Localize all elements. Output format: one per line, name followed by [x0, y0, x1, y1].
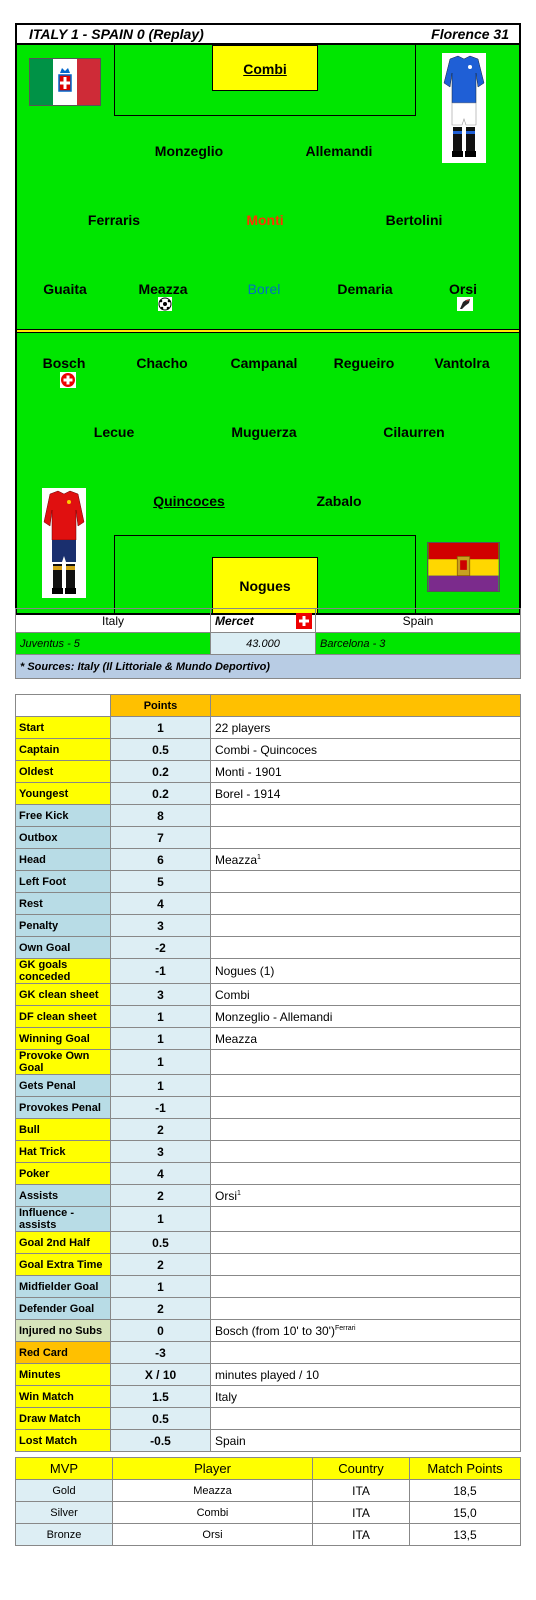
rule-detail	[211, 1430, 521, 1452]
rule-name: Win Match	[16, 1386, 111, 1408]
rule-name: Midfielder Goal	[16, 1276, 111, 1298]
attendance: 43.000	[211, 633, 316, 655]
rule-name: Provoke Own Goal	[16, 1050, 111, 1075]
points-row	[16, 827, 521, 849]
points-row	[16, 1298, 521, 1320]
mvp-cell: ITA	[313, 1480, 410, 1502]
mvp-header: Match Points	[410, 1458, 521, 1480]
mvp-cell: 15,0	[410, 1502, 521, 1524]
rule-points: 1	[111, 717, 211, 739]
player-italy-mf2: Monti	[246, 212, 284, 228]
rule-detail	[211, 849, 521, 871]
spain-goalkeeper: Nogues	[212, 557, 318, 614]
rule-points: 0.5	[111, 1232, 211, 1254]
rule-name: Head	[16, 849, 111, 871]
halfway-line	[17, 329, 519, 333]
player-spain-fw1: Bosch	[42, 355, 86, 371]
rule-detail	[211, 959, 521, 984]
rule-name: DF clean sheet	[16, 1006, 111, 1028]
rule-name: Minutes	[16, 1364, 111, 1386]
points-row	[16, 915, 521, 937]
rule-points: 3	[111, 1141, 211, 1163]
points-row	[16, 1097, 521, 1119]
rule-name: Injured no Subs	[16, 1320, 111, 1342]
rule-points: 1	[111, 1050, 211, 1075]
mvp-cell: Combi	[113, 1502, 313, 1524]
rule-points: 5	[111, 871, 211, 893]
rule-detail	[211, 1298, 521, 1320]
rule-points: 1	[111, 1028, 211, 1050]
player-spain-fw3: Campanal	[230, 355, 298, 371]
player-italy-fw3: Borel	[247, 281, 281, 297]
match-title: ITALY 1 - SPAIN 0 (Replay)	[29, 26, 204, 42]
sources: * Sources: Italy (Il Littoriale & Mundo Deportivo)	[16, 655, 521, 679]
mvp-header: Country	[313, 1458, 410, 1480]
mvp-cell: Bronze	[16, 1524, 113, 1546]
rule-name: Assists	[16, 1185, 111, 1207]
player-spain-df2: Zabalo	[316, 493, 362, 509]
points-row	[16, 1006, 521, 1028]
rule-name: Defender Goal	[16, 1298, 111, 1320]
mvp-header-row	[16, 1458, 521, 1480]
mvp-cell: 13,5	[410, 1524, 521, 1546]
rule-name: Bull	[16, 1119, 111, 1141]
rule-points: 1	[111, 1006, 211, 1028]
rule-name: Provokes Penal	[16, 1097, 111, 1119]
spain-kit-icon	[42, 488, 86, 598]
player-italy-mf1: Ferraris	[87, 212, 141, 228]
rule-points: -1	[111, 1097, 211, 1119]
mvp-header: Player	[113, 1458, 313, 1480]
points-row	[16, 1320, 521, 1342]
rule-name: Red Card	[16, 1342, 111, 1364]
player-spain-mf3: Cilaurren	[383, 424, 445, 440]
rule-detail	[211, 761, 521, 783]
rule-points: 3	[111, 915, 211, 937]
rule-points: -1	[111, 959, 211, 984]
rule-detail-text: Monti - 1901	[215, 764, 282, 779]
team-home: Italy	[16, 609, 211, 633]
rule-points: 0.5	[111, 1408, 211, 1430]
spain-flag-icon	[427, 542, 500, 592]
rule-name: Winning Goal	[16, 1028, 111, 1050]
ball-icon	[158, 297, 172, 311]
rule-points: 1	[111, 1075, 211, 1097]
rule-detail-text: Borel - 1914	[215, 786, 281, 801]
points-row	[16, 1207, 521, 1232]
match-header	[15, 23, 521, 45]
rule-detail	[211, 871, 521, 893]
rule-detail	[211, 1320, 521, 1342]
points-row	[16, 1430, 521, 1452]
points-row	[16, 1342, 521, 1364]
rule-detail-text: Nogues (1)	[215, 964, 275, 978]
rule-points: -2	[111, 937, 211, 959]
rule-points: 0.2	[111, 783, 211, 805]
rule-detail	[211, 1232, 521, 1254]
rule-points: 2	[111, 1119, 211, 1141]
player-italy-df2: Allemandi	[305, 143, 373, 159]
rule-detail	[211, 1207, 521, 1232]
rule-name: GK clean sheet	[16, 984, 111, 1006]
rule-name: Penalty	[16, 915, 111, 937]
italy-goalkeeper: Combi	[212, 45, 318, 91]
rule-name: Hat Trick	[16, 1141, 111, 1163]
points-row	[16, 1254, 521, 1276]
pitch	[15, 45, 521, 615]
points-row	[16, 1364, 521, 1386]
rule-detail	[211, 1408, 521, 1430]
rule-points: 6	[111, 849, 211, 871]
rule-detail	[211, 1006, 521, 1028]
player-spain-fw4: Regueiro	[333, 355, 395, 371]
match-info-table	[15, 608, 521, 679]
rule-points: X / 10	[111, 1364, 211, 1386]
points-header: Points	[111, 695, 211, 717]
italy-kit-icon	[442, 53, 486, 163]
rule-name: Poker	[16, 1163, 111, 1185]
points-row	[16, 1232, 521, 1254]
points-row	[16, 805, 521, 827]
switzerland-flag-icon	[296, 613, 312, 629]
rule-name: Left Foot	[16, 871, 111, 893]
mvp-cell: ITA	[313, 1502, 410, 1524]
points-row	[16, 959, 521, 984]
rule-detail	[211, 783, 521, 805]
points-row	[16, 1075, 521, 1097]
rule-points: 8	[111, 805, 211, 827]
mvp-cell: Meazza	[113, 1480, 313, 1502]
mvp-cell: Orsi	[113, 1524, 313, 1546]
rule-detail	[211, 805, 521, 827]
points-row	[16, 1141, 521, 1163]
points-row	[16, 717, 521, 739]
rule-detail	[211, 1163, 521, 1185]
player-italy-df1: Monzeglio	[154, 143, 224, 159]
rule-detail	[211, 1276, 521, 1298]
rule-name: Outbox	[16, 827, 111, 849]
mvp-header: MVP	[16, 1458, 113, 1480]
rule-detail	[211, 1097, 521, 1119]
rule-name: Captain	[16, 739, 111, 761]
rule-name: Lost Match	[16, 1430, 111, 1452]
points-row	[16, 1408, 521, 1430]
rule-points: 2	[111, 1298, 211, 1320]
rule-detail-text: 22 players	[215, 720, 271, 735]
rule-points: 0	[111, 1320, 211, 1342]
points-row	[16, 937, 521, 959]
mvp-cell: ITA	[313, 1524, 410, 1546]
boot-icon	[457, 297, 473, 311]
mvp-cell: Gold	[16, 1480, 113, 1502]
footnote-marker: 1	[257, 853, 261, 861]
points-row	[16, 1276, 521, 1298]
italy-flag-icon	[29, 58, 101, 106]
rule-name: Own Goal	[16, 937, 111, 959]
mvp-table	[15, 1457, 521, 1546]
rule-name: Start	[16, 717, 111, 739]
player-spain-mf1: Lecue	[93, 424, 135, 440]
rule-detail-text: Italy	[215, 1389, 238, 1404]
rule-points: 2	[111, 1185, 211, 1207]
player-italy-fw1: Guaita	[43, 281, 87, 297]
points-row	[16, 871, 521, 893]
player-spain-mf2: Muguerza	[231, 424, 297, 440]
rule-name: Oldest	[16, 761, 111, 783]
rule-detail	[211, 1028, 521, 1050]
rule-points: 1.5	[111, 1386, 211, 1408]
rule-points: -0.5	[111, 1430, 211, 1452]
rule-name: Influence - assists	[16, 1207, 111, 1232]
rule-detail	[211, 739, 521, 761]
player-italy-fw2: Meazza	[138, 281, 188, 297]
rule-detail-text: minutes played / 10	[215, 1367, 320, 1382]
rule-detail-text: Orsi	[215, 1188, 237, 1203]
rule-name: GK goals conceded	[16, 959, 111, 984]
rule-detail	[211, 1185, 521, 1207]
rule-detail	[211, 1141, 521, 1163]
mvp-row	[16, 1480, 521, 1502]
rule-detail-text: Spain	[215, 1433, 246, 1448]
player-spain-fw2: Chacho	[136, 355, 188, 371]
away-club-count: Barcelona - 3	[316, 633, 521, 655]
points-row	[16, 984, 521, 1006]
points-row	[16, 761, 521, 783]
rule-detail-text: Meazza	[215, 1031, 258, 1046]
points-table	[15, 694, 521, 1452]
rule-name: Rest	[16, 893, 111, 915]
mvp-cell: 18,5	[410, 1480, 521, 1502]
rule-points: 3	[111, 984, 211, 1006]
mvp-row	[16, 1502, 521, 1524]
rule-name: Goal 2nd Half	[16, 1232, 111, 1254]
rule-points: 4	[111, 1163, 211, 1185]
team-away: Spain	[316, 609, 521, 633]
rule-detail	[211, 1342, 521, 1364]
referee-cell	[211, 609, 316, 633]
rule-detail-text: Monzeglio - Allemandi	[215, 1009, 333, 1024]
rule-detail	[211, 827, 521, 849]
match-venue: Florence 31	[431, 26, 509, 42]
rule-detail-text: Meazza	[215, 852, 258, 867]
rule-name: Draw Match	[16, 1408, 111, 1430]
rule-points: 0.2	[111, 761, 211, 783]
rule-points: 4	[111, 893, 211, 915]
rule-points: 1	[111, 1207, 211, 1232]
rule-detail	[211, 1050, 521, 1075]
points-row	[16, 1185, 521, 1207]
rule-points: 0.5	[111, 739, 211, 761]
player-italy-mf3: Bertolini	[385, 212, 443, 228]
rule-points: 7	[111, 827, 211, 849]
points-row	[16, 783, 521, 805]
player-spain-fw5: Vantolra	[434, 355, 490, 371]
mvp-row	[16, 1524, 521, 1546]
rule-detail	[211, 1254, 521, 1276]
points-row	[16, 1386, 521, 1408]
footnote-marker: Ferrari	[334, 1324, 356, 1332]
points-row	[16, 739, 521, 761]
mvp-cell: Silver	[16, 1502, 113, 1524]
rule-detail	[211, 937, 521, 959]
rule-detail	[211, 915, 521, 937]
rule-detail-text: Bosch (from 10' to 30')	[215, 1323, 335, 1338]
player-spain-df1: Quincoces	[153, 493, 225, 509]
rule-detail-text: Combi - Quincoces	[215, 742, 318, 757]
rule-points: 1	[111, 1276, 211, 1298]
rule-name: Gets Penal	[16, 1075, 111, 1097]
rule-detail	[211, 1386, 521, 1408]
rule-points: -3	[111, 1342, 211, 1364]
footnote-marker: 1	[237, 1189, 241, 1197]
rule-name: Free Kick	[16, 805, 111, 827]
referee: Mercet	[215, 613, 254, 628]
player-italy-fw4: Demaria	[337, 281, 393, 297]
rule-detail	[211, 1364, 521, 1386]
points-row	[16, 1119, 521, 1141]
rule-detail	[211, 984, 521, 1006]
rule-detail	[211, 1075, 521, 1097]
points-row	[16, 1050, 521, 1075]
rule-detail	[211, 717, 521, 739]
rule-detail	[211, 893, 521, 915]
rule-points: 2	[111, 1254, 211, 1276]
points-row	[16, 849, 521, 871]
home-club-count: Juventus - 5	[16, 633, 211, 655]
rule-name: Goal Extra Time	[16, 1254, 111, 1276]
points-row	[16, 893, 521, 915]
points-row	[16, 1028, 521, 1050]
player-italy-fw5: Orsi	[448, 281, 478, 297]
rule-detail	[211, 1119, 521, 1141]
rule-detail-text: Combi	[215, 987, 250, 1002]
injury-cross-icon	[60, 372, 76, 388]
rule-name: Youngest	[16, 783, 111, 805]
points-row	[16, 1163, 521, 1185]
